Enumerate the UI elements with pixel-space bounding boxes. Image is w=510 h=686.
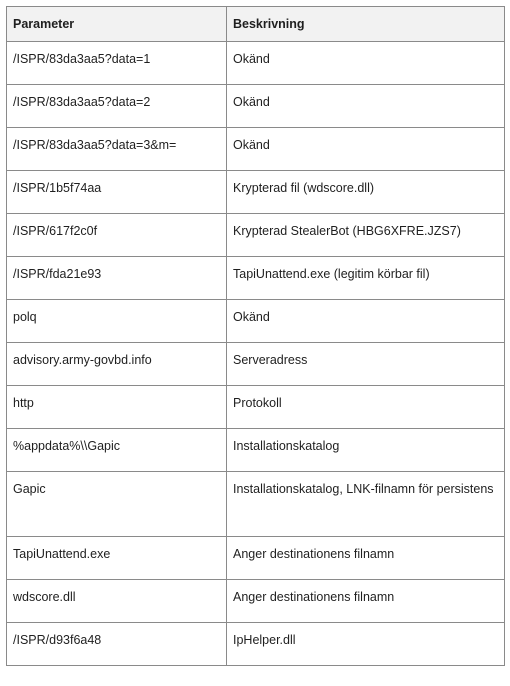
cell-beskrivning: Installationskatalog, LNK-filnamn för persistens <box>227 472 505 537</box>
table-body <box>7 42 505 666</box>
cell-beskrivning: Anger destinationens filnamn <box>227 580 505 623</box>
cell-parameter: advisory.army-govbd.info <box>7 343 227 386</box>
cell-beskrivning: Protokoll <box>227 386 505 429</box>
table-row <box>7 472 505 537</box>
cell-parameter: TapiUnattend.exe <box>7 537 227 580</box>
cell-beskrivning: Anger destinationens filnamn <box>227 537 505 580</box>
cell-parameter: /ISPR/1b5f74aa <box>7 171 227 214</box>
table-header <box>7 7 505 42</box>
cell-parameter: polq <box>7 300 227 343</box>
cell-beskrivning: Krypterad StealerBot (HBG6XFRE.JZS7) <box>227 214 505 257</box>
cell-parameter: /ISPR/d93f6a48 <box>7 623 227 666</box>
table-row <box>7 429 505 472</box>
table-row <box>7 343 505 386</box>
cell-beskrivning: Installationskatalog <box>227 429 505 472</box>
table-row <box>7 537 505 580</box>
table-row <box>7 623 505 666</box>
header-parameter: Parameter <box>7 7 227 42</box>
table-row <box>7 386 505 429</box>
header-row <box>7 7 505 42</box>
table-row <box>7 214 505 257</box>
header-beskrivning: Beskrivning <box>227 7 505 42</box>
cell-parameter: Gapic <box>7 472 227 537</box>
cell-parameter: http <box>7 386 227 429</box>
cell-beskrivning: Okänd <box>227 300 505 343</box>
cell-beskrivning: IpHelper.dll <box>227 623 505 666</box>
cell-beskrivning: Krypterad fil (wdscore.dll) <box>227 171 505 214</box>
table-row <box>7 128 505 171</box>
cell-parameter: /ISPR/83da3aa5?data=3&m= <box>7 128 227 171</box>
table-row <box>7 42 505 85</box>
cell-parameter: wdscore.dll <box>7 580 227 623</box>
cell-beskrivning: Okänd <box>227 42 505 85</box>
cell-parameter: /ISPR/83da3aa5?data=1 <box>7 42 227 85</box>
table-row <box>7 580 505 623</box>
table-row <box>7 171 505 214</box>
cell-beskrivning: Okänd <box>227 85 505 128</box>
cell-parameter: %appdata%\\Gapic <box>7 429 227 472</box>
table-row <box>7 300 505 343</box>
cell-beskrivning: TapiUnattend.exe (legitim körbar fil) <box>227 257 505 300</box>
cell-parameter: /ISPR/617f2c0f <box>7 214 227 257</box>
table-row <box>7 85 505 128</box>
cell-parameter: /ISPR/fda21e93 <box>7 257 227 300</box>
cell-beskrivning: Okänd <box>227 128 505 171</box>
table-row <box>7 257 505 300</box>
cell-beskrivning: Serveradress <box>227 343 505 386</box>
parameter-table <box>6 6 505 666</box>
cell-parameter: /ISPR/83da3aa5?data=2 <box>7 85 227 128</box>
